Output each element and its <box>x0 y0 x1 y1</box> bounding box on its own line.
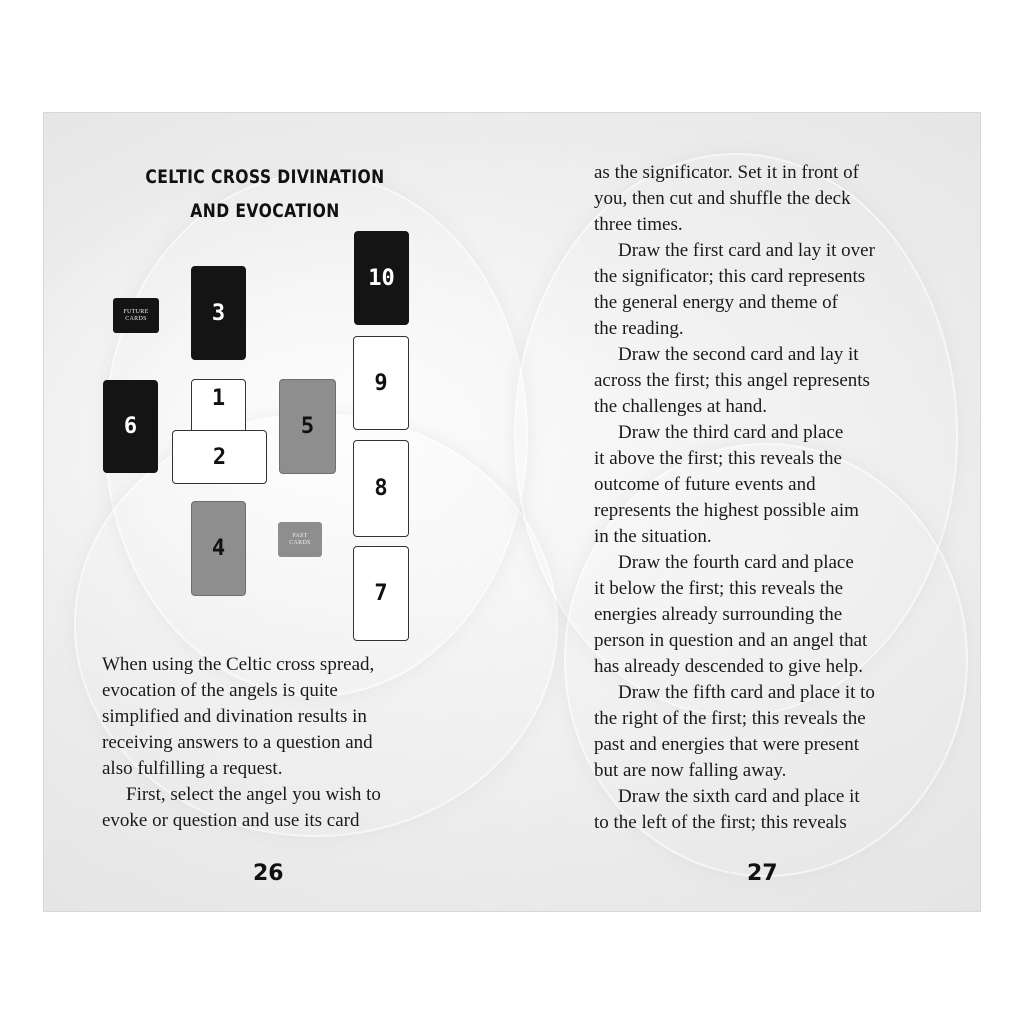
card-4: 4 <box>191 501 246 596</box>
text-line: has already descended to give help. <box>594 656 864 677</box>
card-9: 9 <box>353 336 409 430</box>
text-line: you, then cut and shuffle the deck <box>594 188 851 209</box>
card-1: 1 <box>191 379 246 472</box>
text-line: but are now falling away. <box>594 760 787 781</box>
text-line: simplified and divination results in <box>102 706 367 727</box>
text-line: past and energies that were present <box>594 734 860 755</box>
text-line: it below the first; this reveals the <box>594 578 844 599</box>
text-line: Draw the third card and place <box>618 422 844 443</box>
card-2: 2 <box>172 430 267 484</box>
text-line: outcome of future events and <box>594 474 816 495</box>
text-line: the challenges at hand. <box>594 396 768 417</box>
page-number-left: 26 <box>253 861 284 886</box>
text-line: First, select the angel you wish to <box>126 784 381 805</box>
page-number-right: 27 <box>747 861 778 886</box>
text-line: represents the highest possible aim <box>594 500 859 521</box>
text-line: evocation of the angels is quite <box>102 680 338 701</box>
text-line: the significator; this card represents <box>594 266 866 287</box>
text-line: in the situation. <box>594 526 712 547</box>
text-line: person in question and an angel that <box>594 630 868 651</box>
text-line: When using the Celtic cross spread, <box>102 654 375 675</box>
card-8: 8 <box>353 440 409 537</box>
text-line: across the first; this angel represents <box>594 370 870 391</box>
card-7: 7 <box>353 546 409 641</box>
text-line: also fulfilling a request. <box>102 758 283 779</box>
text-line: to the left of the first; this reveals <box>594 812 847 833</box>
text-line: Draw the fifth card and place it to <box>618 682 875 703</box>
text-line: three times. <box>594 214 683 235</box>
card-6: 6 <box>103 380 158 473</box>
page-title-line2: AND EVOCATION <box>190 200 340 222</box>
card-10: 10 <box>354 231 409 325</box>
past-cards-marker: PAST CARDS <box>278 522 322 557</box>
text-line: receiving answers to a question and <box>102 732 373 753</box>
text-line: as the significator. Set it in front of <box>594 162 859 183</box>
future-cards-marker: FUTURE CARDS <box>113 298 159 333</box>
card-5: 5 <box>279 379 336 474</box>
text-line: Draw the fourth card and place <box>618 552 854 573</box>
text-line: the reading. <box>594 318 684 339</box>
text-line: it above the first; this reveals the <box>594 448 842 469</box>
page-title-line1: CELTIC CROSS DIVINATION <box>145 166 385 188</box>
text-line: evoke or question and use its card <box>102 810 360 831</box>
text-line: Draw the first card and lay it over <box>618 240 875 261</box>
text-line: Draw the sixth card and place it <box>618 786 860 807</box>
text-line: the right of the first; this reveals the <box>594 708 866 729</box>
text-line: energies already surrounding the <box>594 604 843 625</box>
text-line: the general energy and theme of <box>594 292 838 313</box>
text-line: Draw the second card and lay it <box>618 344 859 365</box>
card-3: 3 <box>191 266 246 360</box>
